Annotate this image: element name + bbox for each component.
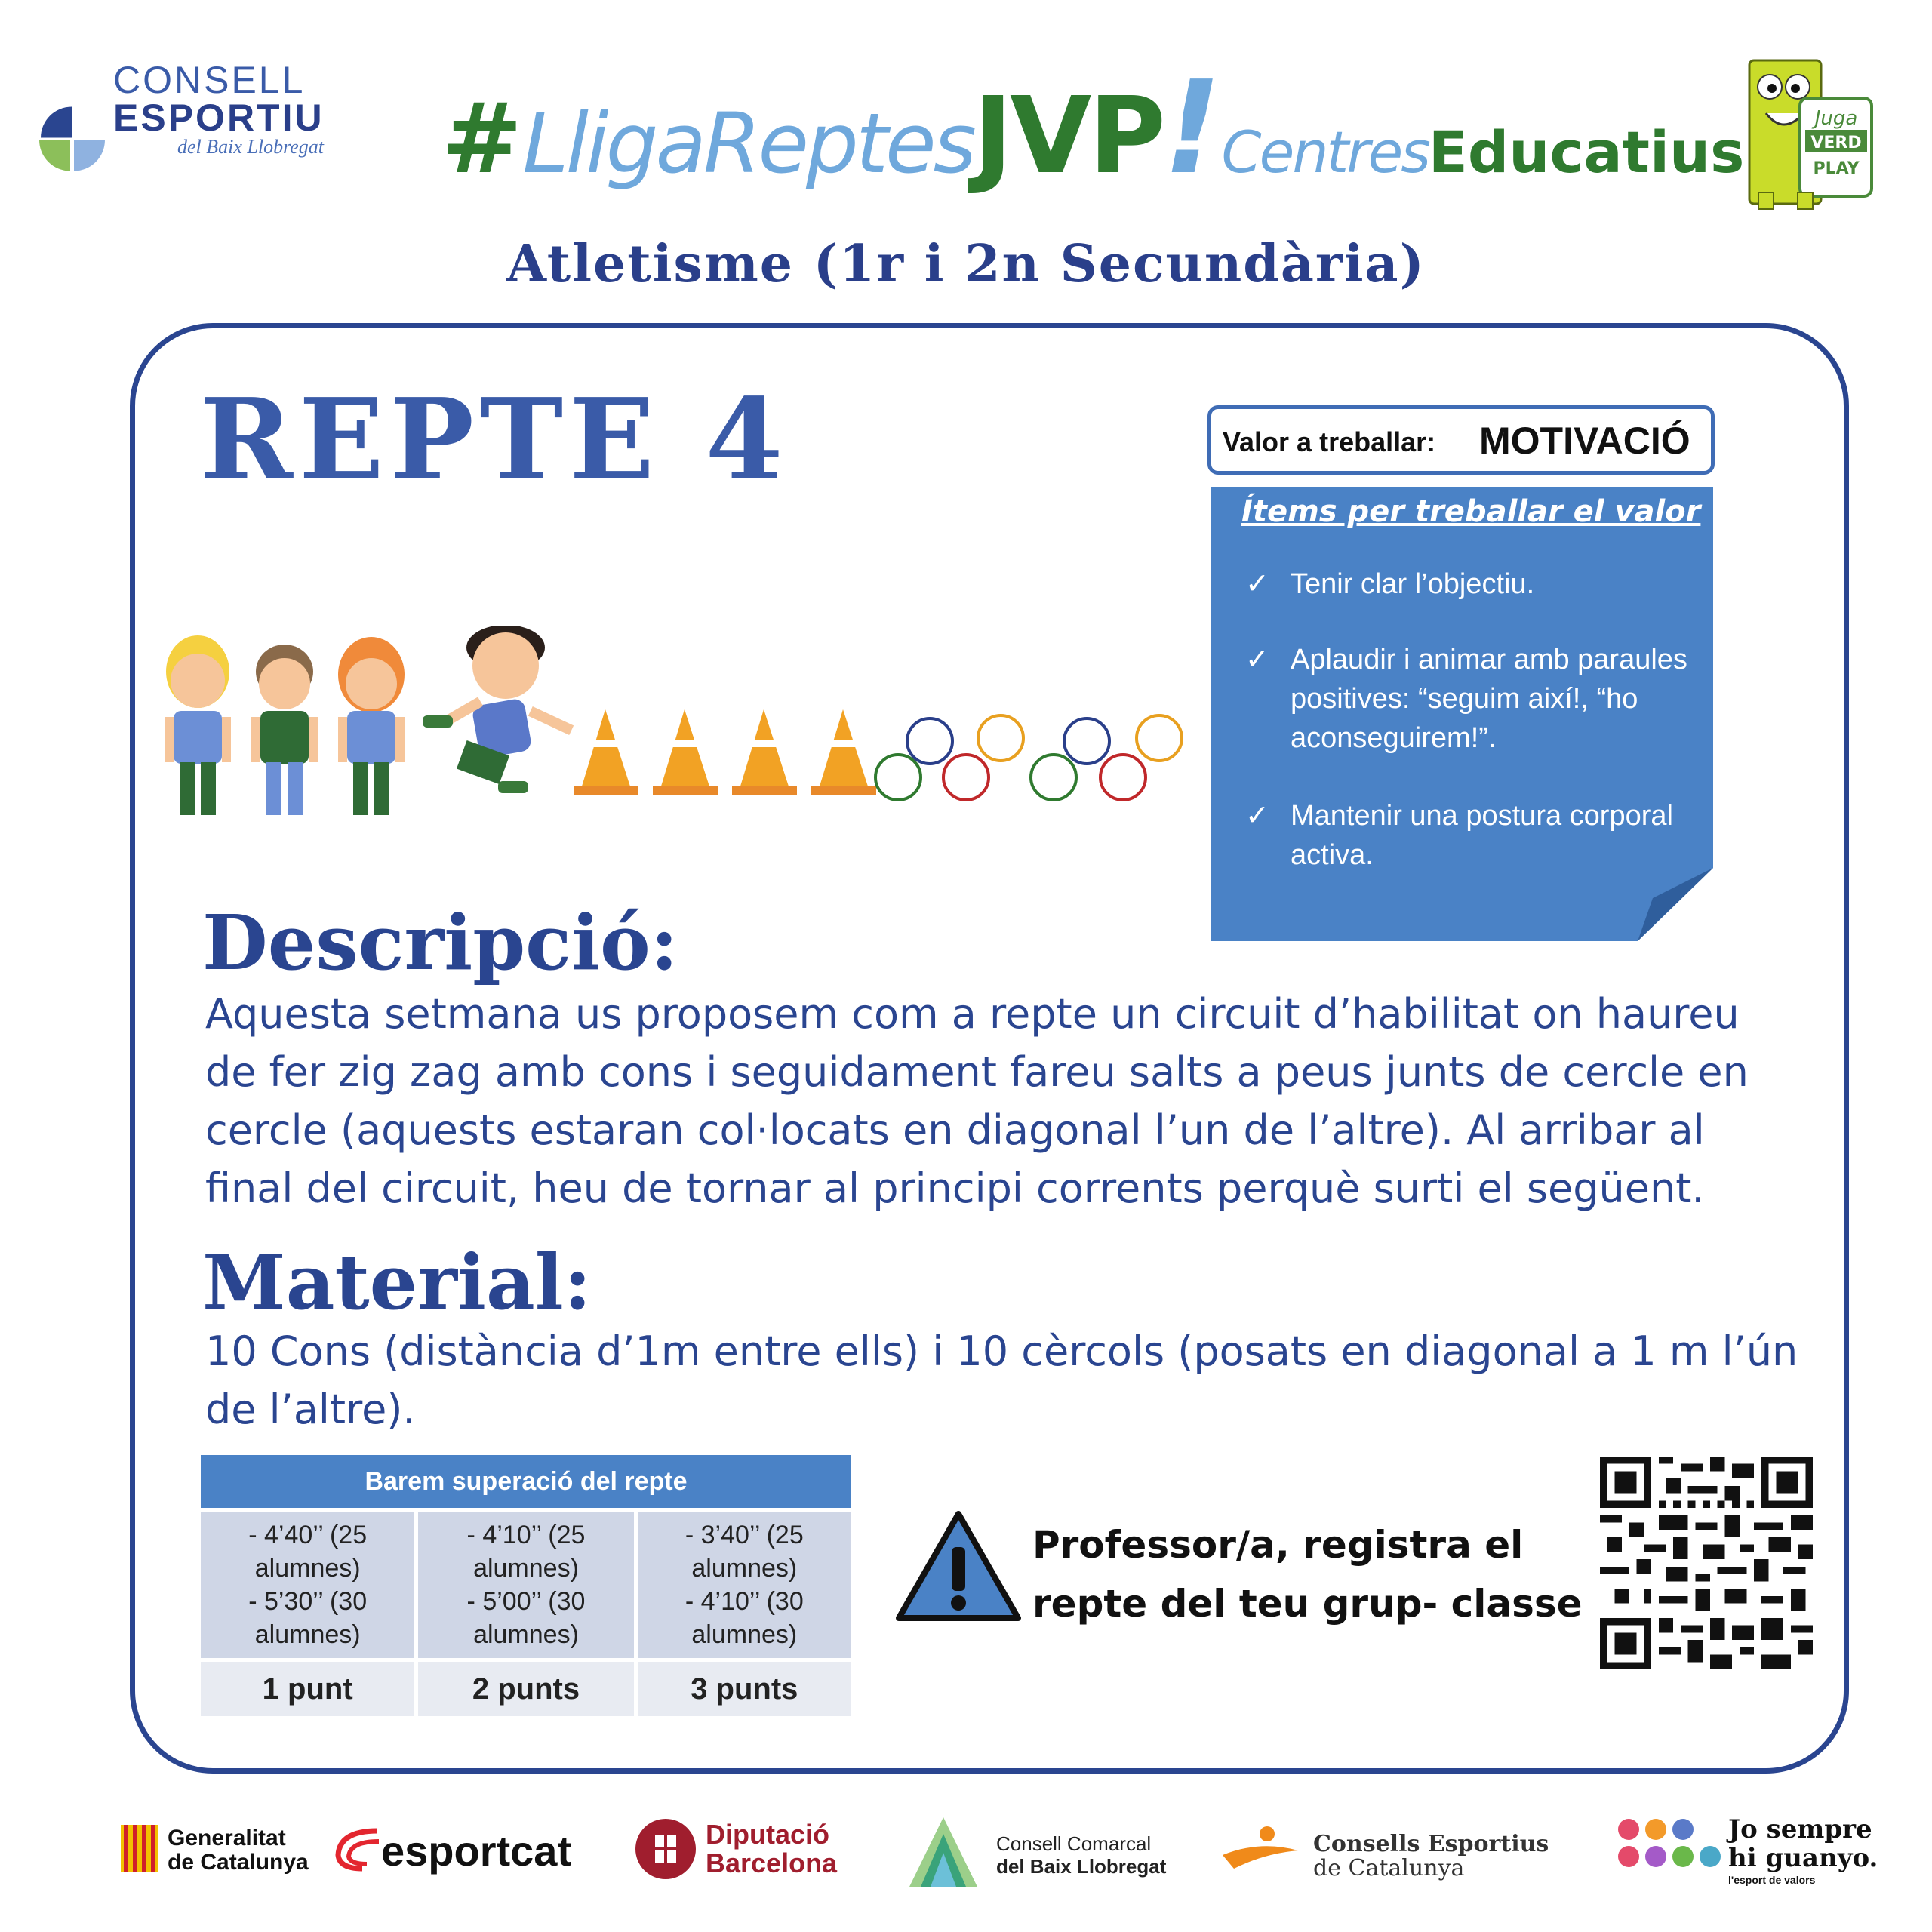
condition-line: alumnes) bbox=[254, 1554, 361, 1583]
condition-line: alumnes) bbox=[691, 1620, 798, 1649]
esportcat-swoosh-icon bbox=[332, 1825, 383, 1872]
scoring-table bbox=[201, 1455, 851, 1716]
note-page-curl bbox=[1638, 868, 1713, 941]
value-item-text: Aplaudir i animar amb paraules positives: “seguim així!, “ho aconseguirem!”. bbox=[1291, 644, 1687, 754]
diputacio-logo bbox=[706, 1820, 837, 1878]
hoop-icon bbox=[1100, 755, 1146, 800]
scoring-table-header: Barem superació del repte bbox=[201, 1455, 851, 1510]
generalitat-logo bbox=[168, 1826, 309, 1875]
hoop-icon bbox=[1031, 755, 1076, 800]
hashtag-symbol: # bbox=[441, 83, 523, 195]
condition-line: - 5’30’’ (30 bbox=[248, 1587, 368, 1616]
teacher-notice-line2: repte del teu grup- classe bbox=[1032, 1582, 1583, 1626]
generalitat-line2: de Catalunya bbox=[168, 1850, 309, 1875]
condition-line: - 3’40’’ (25 bbox=[685, 1521, 804, 1549]
condition-line: alumnes) bbox=[473, 1620, 579, 1649]
condition-line: - 4’10’’ (30 bbox=[685, 1587, 804, 1616]
mascot-play: PLAY bbox=[1813, 159, 1860, 178]
page-subtitle: Atletisme (1r i 2n Secundària) bbox=[506, 234, 1426, 294]
hashtag-educatius: Educatius bbox=[1428, 118, 1745, 186]
cone-icon bbox=[653, 709, 718, 795]
hashtag-exclamation: ! bbox=[1162, 54, 1222, 203]
scoring-points-cell: 3 punts bbox=[635, 1660, 851, 1717]
hoop-icon bbox=[1137, 715, 1182, 761]
items-title: Ítems per treballar el valor bbox=[1241, 494, 1701, 529]
running-kid-icon bbox=[423, 626, 574, 793]
condition-line: - 4’40’’ (25 bbox=[248, 1521, 368, 1549]
scoring-condition-cell bbox=[635, 1510, 851, 1660]
kid-figure-icon bbox=[338, 637, 405, 815]
consell-esportiu-line2: ESPORTIU bbox=[113, 97, 325, 139]
teacher-notice-line1: Professor/a, registra el bbox=[1032, 1523, 1524, 1567]
scoring-points-cell: 1 punt bbox=[201, 1660, 417, 1717]
qr-code[interactable] bbox=[1600, 1457, 1813, 1669]
value-item bbox=[1245, 640, 1698, 758]
scoring-condition-cell bbox=[201, 1510, 417, 1660]
consell-comarcal-emblem-icon bbox=[902, 1811, 985, 1894]
diputacio-emblem-icon bbox=[634, 1817, 697, 1881]
scoring-condition-cell bbox=[417, 1510, 635, 1660]
hoop-icon bbox=[875, 755, 921, 800]
check-icon: ✓ bbox=[1245, 644, 1269, 675]
consells-esportius-line1: Consells Esportius bbox=[1313, 1831, 1549, 1857]
jo-sempre-logo bbox=[1728, 1815, 1878, 1887]
hoop-icon bbox=[1064, 718, 1109, 764]
consell-esportiu-line3: del Baix Llobregat bbox=[177, 136, 325, 158]
jo-sempre-line1: Jo sempre bbox=[1728, 1814, 1872, 1844]
cone-icon bbox=[732, 709, 797, 795]
material-text: 10 Cons (distància d’1m entre ells) i 10 cèrcols (posats en diagonal a 1 m l’ún de l’altre). bbox=[205, 1327, 1798, 1433]
value-label: Valor a treballar: bbox=[1223, 426, 1436, 457]
esportcat-logo: esportcat bbox=[381, 1827, 572, 1875]
juga-verd-play-mascot bbox=[1728, 53, 1879, 211]
value-item-text: Mantenir una postura corporal activa. bbox=[1291, 800, 1673, 871]
cone-icon bbox=[574, 709, 638, 795]
kid-figure-icon bbox=[165, 635, 231, 815]
hashtag-centres: Centres bbox=[1221, 118, 1429, 186]
challenge-title: REPTE 4 bbox=[200, 374, 789, 505]
generalitat-emblem-icon bbox=[121, 1825, 158, 1872]
consells-esportius-emblem-icon bbox=[1219, 1825, 1302, 1878]
consells-esportius-line2: de Catalunya bbox=[1313, 1855, 1465, 1881]
jo-sempre-line2: hi guanyo. bbox=[1728, 1843, 1878, 1873]
hashtag-jvp: JVP bbox=[973, 75, 1163, 198]
mascot-verd: VERD bbox=[1810, 134, 1862, 152]
check-icon: ✓ bbox=[1245, 568, 1269, 600]
generalitat-line1: Generalitat bbox=[168, 1826, 286, 1850]
diputacio-line1: Diputació bbox=[706, 1819, 830, 1850]
check-icon: ✓ bbox=[1245, 800, 1269, 832]
hoop-icon bbox=[907, 718, 952, 764]
consell-comarcal-line2: del Baix Llobregat bbox=[996, 1855, 1167, 1878]
consell-esportiu-line1: CONSELL bbox=[113, 59, 306, 101]
condition-line: - 5’00’’ (30 bbox=[466, 1587, 586, 1616]
jo-sempre-line3: l'esport de valors bbox=[1728, 1874, 1816, 1886]
diputacio-line2: Barcelona bbox=[706, 1847, 838, 1878]
hashtag-lliga-reptes: LligaReptes bbox=[522, 95, 974, 192]
description-heading: Descripció: bbox=[202, 898, 678, 987]
condition-line: alumnes) bbox=[691, 1554, 798, 1583]
scoring-points-cell: 2 punts bbox=[417, 1660, 635, 1717]
consells-esportius-logo bbox=[1313, 1832, 1549, 1881]
consell-comarcal-logo bbox=[996, 1832, 1166, 1878]
condition-line: alumnes) bbox=[254, 1620, 361, 1649]
value-item bbox=[1245, 565, 1698, 604]
hoop-icon bbox=[978, 715, 1023, 761]
campaign-hashtag bbox=[441, 54, 1745, 232]
teacher-notice bbox=[1032, 1515, 1583, 1633]
condition-line: alumnes) bbox=[473, 1554, 579, 1583]
consell-comarcal-line1: Consell Comarcal bbox=[996, 1832, 1152, 1855]
kid-figure-icon bbox=[251, 645, 318, 815]
cone-icon bbox=[811, 709, 876, 795]
values-dots-icon bbox=[1615, 1817, 1727, 1893]
warning-icon bbox=[894, 1509, 1023, 1623]
hoop-icon bbox=[943, 755, 989, 800]
condition-line: - 4’10’’ (25 bbox=[466, 1521, 586, 1549]
value-name: MOTIVACIÓ bbox=[1479, 420, 1690, 462]
value-item bbox=[1245, 796, 1698, 875]
mascot-juga: Juga bbox=[1814, 107, 1858, 130]
material-heading: Material: bbox=[202, 1238, 592, 1327]
value-item-text: Tenir clar l’objectiu. bbox=[1291, 568, 1535, 600]
circuit-illustration bbox=[151, 626, 1192, 823]
description-text: Aquesta setmana us proposem com a repte un circuit d’habilitat on haureu de fer zig zag amb cons i seguidament fareu salts a peus junts de cercle en cercle (aquests estaran col·locats en diagonal l’un de l’altre). Al arribar al final del circuit, heu de tornar al principi corrents perquè surti el següent. bbox=[205, 990, 1749, 1212]
